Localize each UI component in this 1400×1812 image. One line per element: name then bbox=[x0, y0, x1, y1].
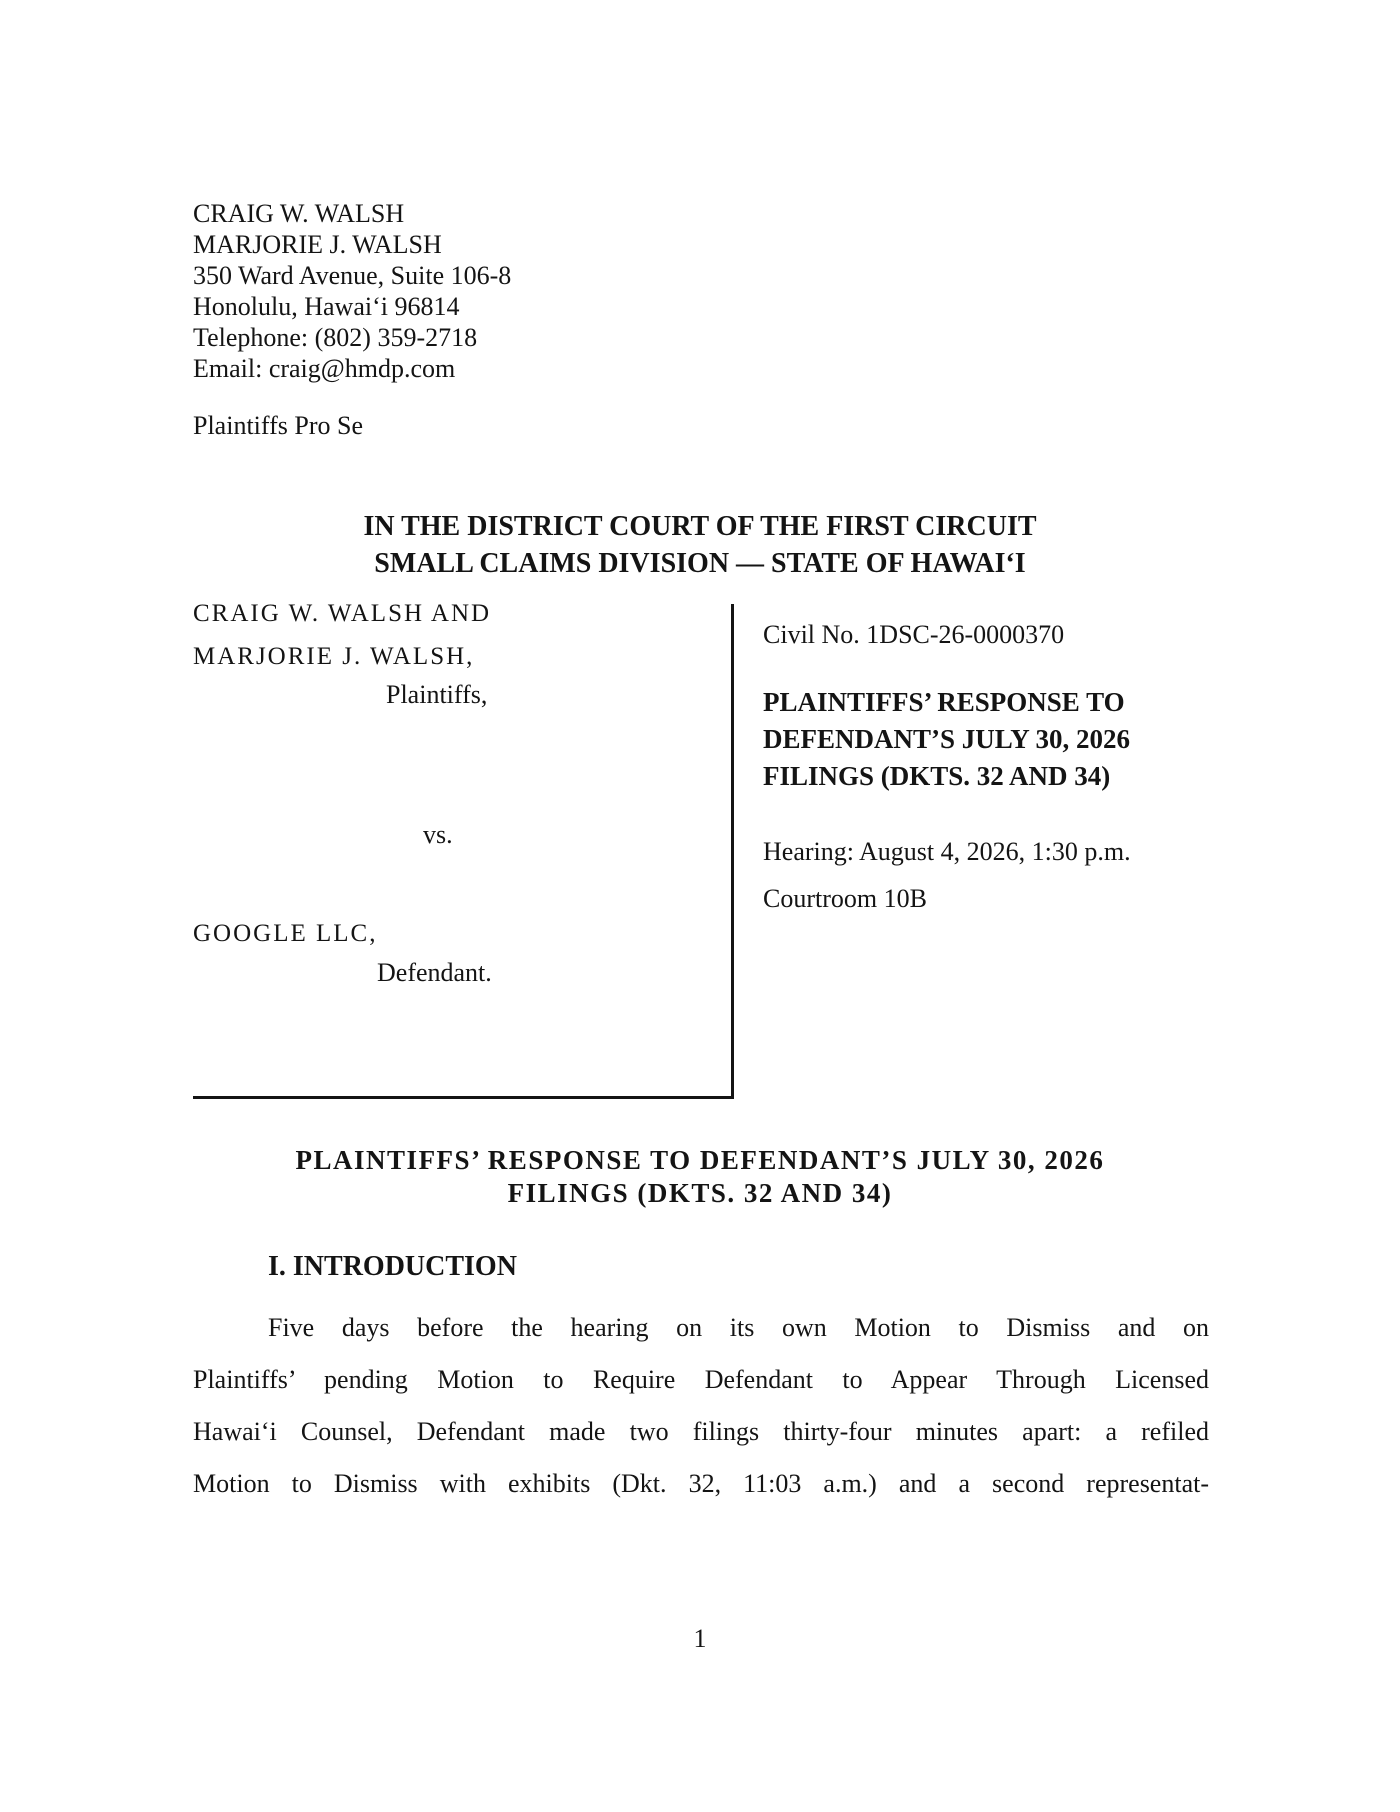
civil-number: Civil No. 1DSC-26-0000370 bbox=[763, 620, 1065, 649]
defendant-label: Defendant. bbox=[377, 958, 492, 987]
paragraph-line: Five days before the hearing on its own Motion to Dismiss and on bbox=[268, 1313, 1209, 1342]
plaintiff-name-line2: MARJORIE J. WALSH, bbox=[193, 643, 475, 670]
section-heading: I. INTRODUCTION bbox=[268, 1251, 517, 1282]
caption-divider-vertical bbox=[731, 604, 734, 1098]
court-caption bbox=[0, 508, 1400, 582]
attorney-name-craig: CRAIG W. WALSH bbox=[193, 199, 405, 228]
address-city: Honolulu, Hawai‘i 96814 bbox=[193, 292, 460, 321]
document-title-line: PLAINTIFFS’ RESPONSE TO DEFENDANT’S JULY 30, 2026 bbox=[295, 1145, 1105, 1175]
caption-title-line: DEFENDANT’S JULY 30, 2026 bbox=[763, 724, 1131, 754]
paragraph-line: Motion to Dismiss with exhibits (Dkt. 32, 11:03 a.m.) and a second representat- bbox=[193, 1469, 1209, 1498]
document-title bbox=[0, 1144, 1400, 1210]
document-title-line: FILINGS (DKTS. 32 AND 34) bbox=[507, 1178, 893, 1208]
body-paragraph bbox=[193, 1302, 1209, 1510]
versus: vs. bbox=[423, 820, 453, 849]
attorney-name-marjorie: MARJORIE J. WALSH bbox=[193, 230, 442, 259]
courtroom: Courtroom 10B bbox=[763, 884, 927, 913]
court-division: SMALL CLAIMS DIVISION — STATE OF HAWAI‘I bbox=[374, 548, 1026, 579]
plaintiffs-label: Plaintiffs, bbox=[386, 680, 488, 709]
page-number: 1 bbox=[693, 1624, 707, 1653]
address-street: 350 Ward Avenue, Suite 106-8 bbox=[193, 261, 512, 290]
caption-document-title bbox=[763, 684, 1130, 795]
paragraph-line: Hawai‘i Counsel, Defendant made two filings thirty-four minutes apart: a refiled bbox=[193, 1417, 1209, 1446]
caption-title-line: FILINGS (DKTS. 32 AND 34) bbox=[763, 761, 1111, 791]
plaintiff-name-line1: CRAIG W. WALSH AND bbox=[193, 600, 492, 627]
paragraph-line: Plaintiffs’ pending Motion to Require Defendant to Appear Through Licensed bbox=[193, 1365, 1209, 1394]
hearing-info: Hearing: August 4, 2026, 1:30 p.m. bbox=[763, 837, 1131, 866]
attorney-block bbox=[193, 198, 511, 384]
telephone: Telephone: (802) 359-2718 bbox=[193, 323, 478, 352]
email: Email: craig@hmdp.com bbox=[193, 354, 456, 383]
defendant-name: GOOGLE LLC, bbox=[193, 920, 378, 947]
court-name: IN THE DISTRICT COURT OF THE FIRST CIRCUIT bbox=[363, 511, 1037, 542]
party-role: Plaintiffs Pro Se bbox=[193, 411, 363, 440]
caption-title-line: PLAINTIFFS’ RESPONSE TO bbox=[763, 687, 1125, 717]
caption-divider-horizontal bbox=[193, 1096, 734, 1099]
